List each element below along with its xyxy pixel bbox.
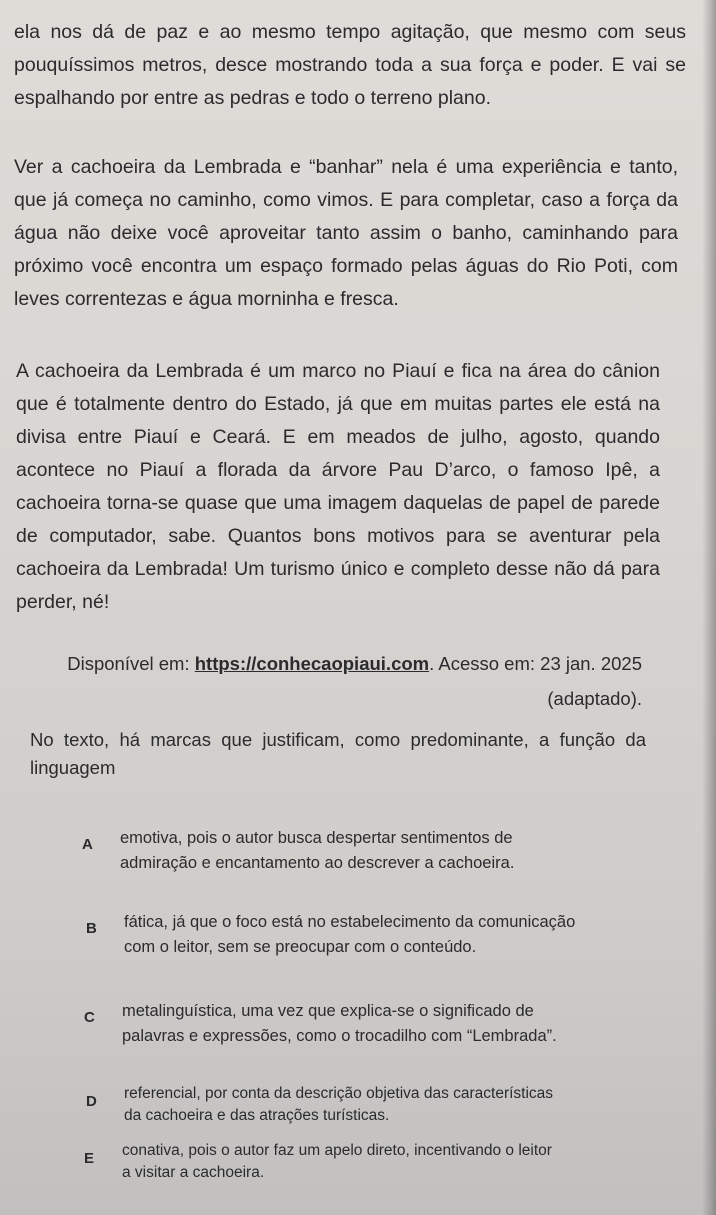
alternative-line: emotiva, pois o autor busca despertar sentimentos de	[120, 829, 513, 847]
alternative-line: referencial, por conta da descrição objetiva das características	[124, 1085, 554, 1102]
alternative-line: metalinguística, uma vez que explica-se o significado de	[122, 1002, 534, 1020]
alternative-line: conativa, pois o autor faz um apelo direto, incentivando o leitor	[122, 1142, 552, 1159]
source-citation	[16, 646, 642, 716]
source-prefix: Disponível em:	[67, 653, 195, 674]
alternative-text	[122, 1140, 552, 1184]
source-line	[16, 646, 642, 681]
paragraph-3: A cachoeira da Lembrada é um marco no Piauí e fica na área do cânion que é totalmente dentro do Estado, já que em muitas partes ele está na divisa entre Piauí e Ceará. E em meados de julho, agosto, quando acontece no Piauí a florada da árvore Pau D’arco, o famoso Ipê, a cachoeira torna-se quase que uma imagem daquelas de papel de parede de computador, sabe. Quantos bons motivos para se aventurar pela cachoeira da Lembrada! Um turismo único e completo desse não dá para perder, né!	[16, 360, 660, 613]
alternative-line: admiração e encantamento ao descrever a cachoeira.	[120, 854, 515, 872]
question-stem: No texto, há marcas que justificam, como predominante, a função da linguagem	[30, 729, 646, 778]
source-link[interactable]: https://conhecaopiaui.com	[194, 653, 430, 674]
alternative-letter: C	[84, 1009, 95, 1026]
page-edge-shadow	[702, 0, 716, 1215]
alternative-line: palavras e expressões, como o trocadilho com “Lembrada”.	[122, 1027, 557, 1045]
alternative-text	[124, 1083, 553, 1127]
alternative-line: a visitar a cachoeira.	[122, 1164, 265, 1181]
source-note: (adaptado).	[547, 688, 642, 709]
alternative-line: da cachoeira e das atrações turísticas.	[124, 1107, 390, 1124]
alternative-line: fática, já que o foco está no estabelecimento da comunicação	[124, 913, 576, 931]
alternative-letter: D	[86, 1093, 97, 1110]
alternative-text	[120, 826, 514, 876]
paragraph-1: ela nos dá de paz e ao mesmo tempo agitação, que mesmo com seus pouquíssimos metros, desce mostrando toda a sua força e poder. E vai se espalhando por entre as pedras e todo o terreno plano.	[14, 21, 686, 109]
paragraph-2: Ver a cachoeira da Lembrada e “banhar” nela é uma experiência e tanto, que já começa no caminho, como vimos. E para completar, caso a força da água não deixe você aproveitar tanto assim o banho, caminhando para próximo você encontra um espaço formado pelas águas do Rio Poti, com leves correntezas e água morninha e fresca.	[14, 156, 678, 310]
source-suffix: . Acesso em: 23 jan. 2025	[429, 653, 642, 674]
alternative-line: com o leitor, sem se preocupar com o conteúdo.	[124, 938, 477, 956]
alternative-text	[122, 999, 557, 1049]
alternative-text	[124, 910, 575, 960]
alternative-letter: A	[82, 836, 93, 853]
alternative-letter: B	[86, 920, 97, 937]
alternative-letter: E	[84, 1150, 95, 1167]
